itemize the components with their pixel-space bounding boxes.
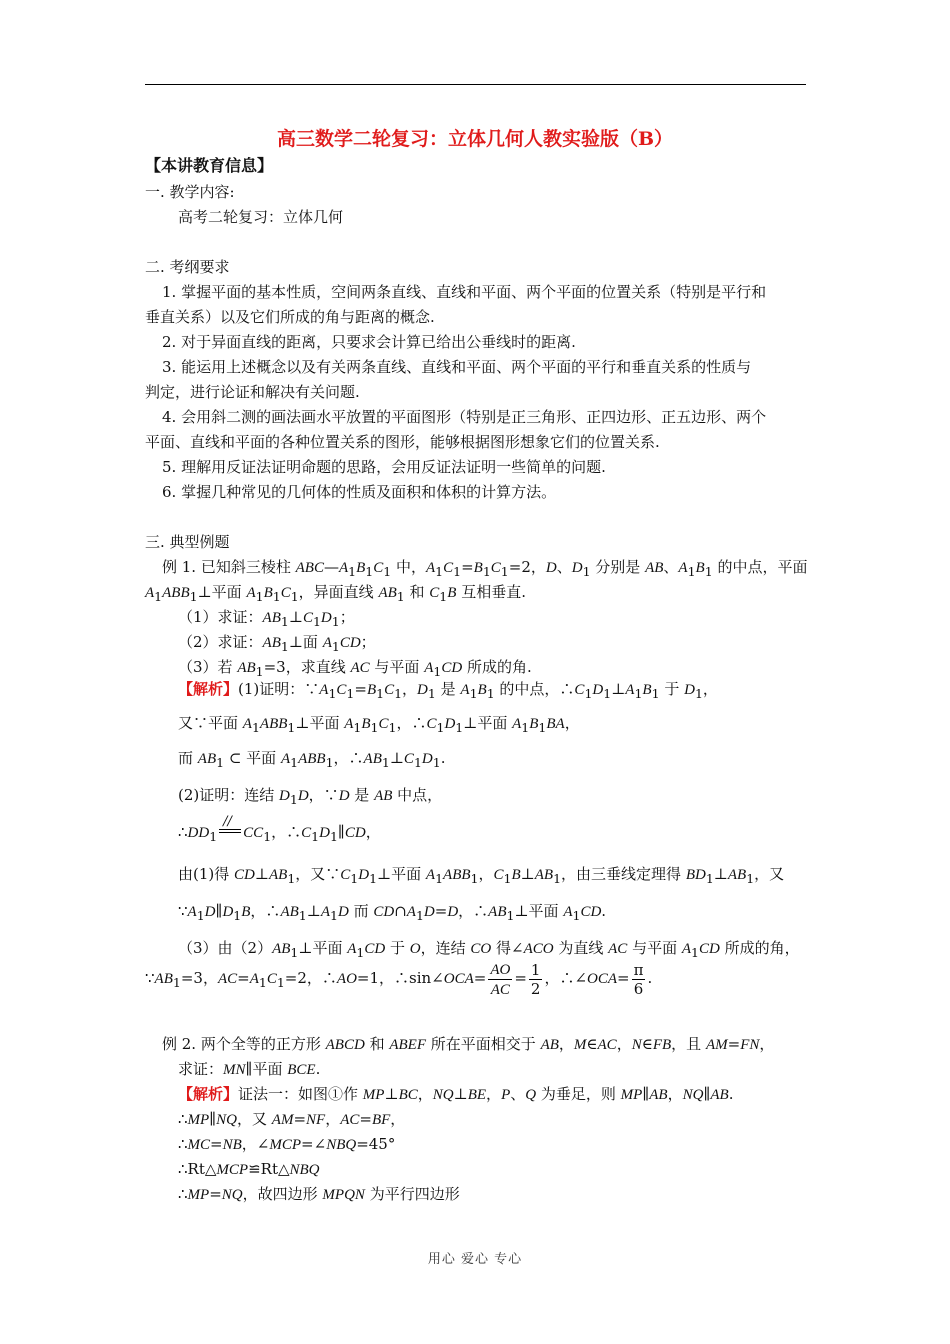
ex2-solution-line: ∴MP∥NQ，又 AM=NF，AC=BF，: [178, 1110, 406, 1128]
ex1-statement-line: $A_1ABB_1\perp$平面 $A_1B_1C_1$，异面直线 $AB_1$ 和 $C_1B$ 互相垂直.: [145, 583, 526, 604]
ex1-question: （1）求证：$AB_1\perp C_1D_1$；: [178, 608, 355, 629]
section-info-heading: 【本讲教育信息】: [145, 156, 274, 175]
ex1-solution-line: 而 $AB_1$ ⊂ 平面 $A_1ABB_1$，$\therefore AB_1\perp C_1D_1$.: [178, 749, 446, 770]
fraction: $\frac{1}{2}$: [530, 960, 541, 998]
ex2-solution-line: ∴MP=NQ，故四边形 MPQN 为平行四边形: [178, 1185, 460, 1203]
requirement-line: 5. 理解用反证法证明命题的思路，会用反证法证明一些简单的问题.: [162, 458, 606, 476]
ex1-solution-line: （3）由$(2)AB_1\perp$平面 $A_1CD$ 于 O，连结 CO 得∠ACO 为直线 AC 与平面 $A_1CD$ 所成的角，: [178, 939, 800, 960]
header-rule: [145, 84, 806, 85]
ex1-solution-line: $\therefore DD_1//$ $CC_1$，$\therefore C_1D_1\parallel CD$，: [178, 822, 381, 847]
requirement-line: 垂直关系）以及它们所成的角与距离的概念.: [145, 308, 435, 326]
fraction: $\frac{\pi}{6}$: [633, 960, 644, 998]
requirement-line: 1. 掌握平面的基本性质，空间两条直线、直线和平面、两个平面的位置关系（特别是平行和: [162, 283, 767, 301]
ex1-statement-line: 例 1. 已知斜三棱柱 $ABC—A_1B_1C_1$ 中，$A_1C_1=B_1C_1=2$，D、$D_1$ 分别是 AB、$A_1B_1$ 的中点，平面: [162, 558, 808, 579]
ex1-question: （2）求证：$AB_1\perp$面 $A_1CD$；: [178, 633, 376, 654]
ex2-solution-line: 【解析】证法一：如图①作 MP⊥BC，NQ⊥BE，P、Q 为垂足，则 MP∥AB，NQ∥AB.: [178, 1085, 734, 1103]
ex1-solution-line: 【解析】(1)证明：$\because A_1C_1=B_1C_1$，$D_1$ 是 $A_1B_1$ 的中点，$\therefore C_1D_1\perp A_1B_1$ 于 $D_1$，: [178, 680, 718, 701]
part1-heading: 一. 教学内容:: [145, 183, 235, 201]
part1-content: 高考二轮复习：立体几何: [178, 208, 344, 226]
part2-heading: 二. 考纲要求: [145, 258, 230, 276]
requirement-line: 判定，进行论证和解决有关问题.: [145, 383, 360, 401]
ex2-solution-line: ∴Rt△MCP≌Rt△NBQ: [178, 1160, 320, 1178]
ex1-solution-line: $\because AB_1=3$，$AC=A_1C_1=2$，∴AO=1，∴sin∠OCA= $\frac{AO}{AC}$ = $\frac{1}{2}$ ，∴∠OCA= $\frac{\pi}{6}$ .: [145, 960, 653, 998]
requirement-line: 平面、直线和平面的各种位置关系的图形，能够根据图形想象它们的位置关系.: [145, 433, 660, 451]
parallel-equal-icon: [217, 822, 243, 842]
requirement-line: 4. 会用斜二测的画法画水平放置的平面图形（特别是正三角形、正四边形、正五边形、两个: [162, 408, 767, 426]
requirement-line: 6. 掌握几种常见的几何体的性质及面积和体积的计算方法。: [162, 483, 557, 501]
page-title: 高三数学二轮复习：立体几何人教实验版（B）: [276, 128, 674, 150]
ex2-statement-line: 求证：MN∥平面 BCE.: [178, 1060, 321, 1078]
ex2-statement-line: 例 2. 两个全等的正方形 ABCD 和 ABEF 所在平面相交于 AB，M∈AC，N∈FB，且 AM=FN，: [162, 1035, 775, 1053]
requirement-line: 3. 能运用上述概念以及有关两条直线、直线和平面、两个平面的平行和垂直关系的性质与: [162, 358, 752, 376]
ex1-solution-line: (2)证明：连结 $D_1D$，∵D 是 AB 中点，: [178, 786, 443, 807]
ex1-solution-line: $\because A_1D\parallel D_1B$，$\therefore AB_1\perp A_1D$ 而 $CD\cap A_1D=D$，$\therefore AB_1\perp$平面 $A_1CD$.: [178, 902, 607, 923]
ex1-solution-line: 又∵平面 $A_1ABB_1\perp$平面 $A_1B_1C_1$，$\therefore C_1D_1\perp$平面 $A_1B_1BA$，: [178, 714, 580, 735]
part3-heading: 三. 典型例题: [145, 533, 230, 551]
requirement-line: 2. 对于异面直线的距离，只要求会计算已给出公垂线时的距离.: [162, 333, 576, 351]
footer-text: 用心 爱心 专心: [427, 1252, 523, 1267]
ex2-solution-line: ∴MC=NB，∠MCP=∠NBQ=45°: [178, 1135, 396, 1153]
fraction: $\frac{AO}{AC}$: [490, 961, 511, 998]
ex1-question: （3）若 $AB_1=3$，求直线 AC 与平面 $A_1CD$ 所成的角.: [178, 658, 532, 679]
ex1-solution-line: 由(1)得 $CD\perp AB_1$，又$\because C_1D_1\perp$平面 $A_1ABB_1$，$C_1B\perp AB_1$，由三垂线定理得 $BD_1\perp AB_1$，又: [178, 865, 785, 886]
